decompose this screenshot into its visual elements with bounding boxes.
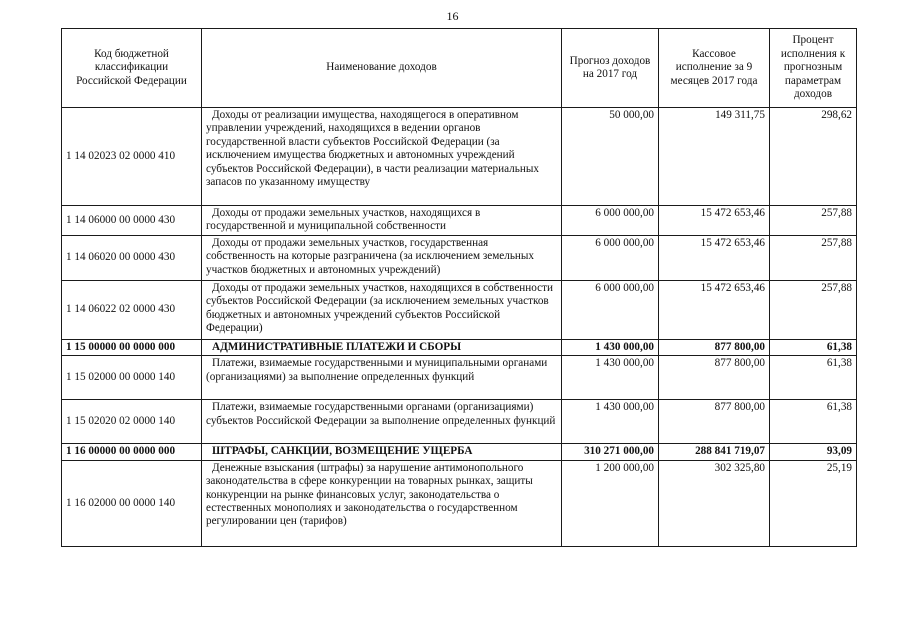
row-forecast: 1 430 000,00 (562, 340, 659, 356)
table-row (62, 356, 857, 400)
header-percent: Процент исполнения к прогнозным параметрам доходов (770, 29, 857, 108)
table-row (62, 108, 857, 206)
revenue-table (61, 28, 857, 547)
row-name: Доходы от реализации имущества, находящегося в оперативном управлении учреждений, находящихся в ведении органов государственной власти субъектов Российской Федерации (за исключением имущества бюджетных и автономных учреждений субъектов Российской Федерации), в части реализации материальных запасов по указанному имуществу (202, 108, 562, 206)
row-forecast: 1 430 000,00 (562, 356, 659, 400)
row-percent: 257,88 (770, 281, 857, 340)
row-actual: 302 325,80 (659, 460, 770, 546)
row-name: ШТРАФЫ, САНКЦИИ, ВОЗМЕЩЕНИЕ УЩЕРБА (202, 444, 562, 460)
row-name: Платежи, взимаемые государственными органами (организациями) субъектов Российской Федерации за выполнение определенных функций (202, 400, 562, 444)
row-actual: 15 472 653,46 (659, 206, 770, 236)
row-name: Платежи, взимаемые государственными и муниципальными органами (организациями) за выполнение определенных функций (202, 356, 562, 400)
table-row (62, 281, 857, 340)
header-name: Наименование доходов (202, 29, 562, 108)
row-forecast: 50 000,00 (562, 108, 659, 206)
row-name: Доходы от продажи земельных участков, находящихся в государственной и муниципальной собственности (202, 206, 562, 236)
row-actual: 149 311,75 (659, 108, 770, 206)
row-percent: 257,88 (770, 236, 857, 281)
row-code: 1 15 02000 00 0000 140 (62, 356, 202, 400)
row-code: 1 15 02020 02 0000 140 (62, 400, 202, 444)
row-forecast: 6 000 000,00 (562, 206, 659, 236)
row-forecast: 1 430 000,00 (562, 400, 659, 444)
row-forecast: 310 271 000,00 (562, 444, 659, 460)
row-name: Денежные взыскания (штрафы) за нарушение антимонопольного законодательства в сфере конкуренции на товарных рынках, защиты конкуренции на рынке финансовых услуг, законодательства о естественных монополиях и законодательства о государственном регулировании цен (тарифов) (202, 460, 562, 546)
header-code: Код бюджетной классификации Российской Федерации (62, 29, 202, 108)
row-percent: 257,88 (770, 206, 857, 236)
table-header-row (62, 29, 857, 108)
row-actual: 288 841 719,07 (659, 444, 770, 460)
row-percent: 298,62 (770, 108, 857, 206)
row-code: 1 14 06020 00 0000 430 (62, 236, 202, 281)
row-percent: 61,38 (770, 340, 857, 356)
page-number: 16 (446, 9, 459, 23)
row-percent: 61,38 (770, 400, 857, 444)
row-percent: 61,38 (770, 356, 857, 400)
row-actual: 877 800,00 (659, 400, 770, 444)
row-code: 1 16 02000 00 0000 140 (62, 460, 202, 546)
row-code: 1 14 06000 00 0000 430 (62, 206, 202, 236)
table-row (62, 236, 857, 281)
table-row (62, 206, 857, 236)
table-row (62, 460, 857, 546)
row-actual: 15 472 653,46 (659, 281, 770, 340)
row-forecast: 6 000 000,00 (562, 281, 659, 340)
table-section-row (62, 340, 857, 356)
row-code: 1 15 00000 00 0000 000 (62, 340, 202, 356)
table-row (62, 400, 857, 444)
row-name: АДМИНИСТРАТИВНЫЕ ПЛАТЕЖИ И СБОРЫ (202, 340, 562, 356)
row-actual: 877 800,00 (659, 356, 770, 400)
header-forecast: Прогноз доходов на 2017 год (562, 29, 659, 108)
table-section-row (62, 444, 857, 460)
row-code: 1 14 02023 02 0000 410 (62, 108, 202, 206)
header-actual: Кассовое исполнение за 9 месяцев 2017 года (659, 29, 770, 108)
row-percent: 93,09 (770, 444, 857, 460)
row-forecast: 6 000 000,00 (562, 236, 659, 281)
row-forecast: 1 200 000,00 (562, 460, 659, 546)
row-percent: 25,19 (770, 460, 857, 546)
row-actual: 15 472 653,46 (659, 236, 770, 281)
row-actual: 877 800,00 (659, 340, 770, 356)
row-name: Доходы от продажи земельных участков, находящихся в собственности субъектов Российской Федерации (за исключением земельных участков бюджетных и автономных учреждений субъектов Российской Федерации) (202, 281, 562, 340)
row-code: 1 16 00000 00 0000 000 (62, 444, 202, 460)
row-name: Доходы от продажи земельных участков, государственная собственность на которые разграничена (за исключением земельных участков бюджетных и автономных учреждений) (202, 236, 562, 281)
row-code: 1 14 06022 02 0000 430 (62, 281, 202, 340)
